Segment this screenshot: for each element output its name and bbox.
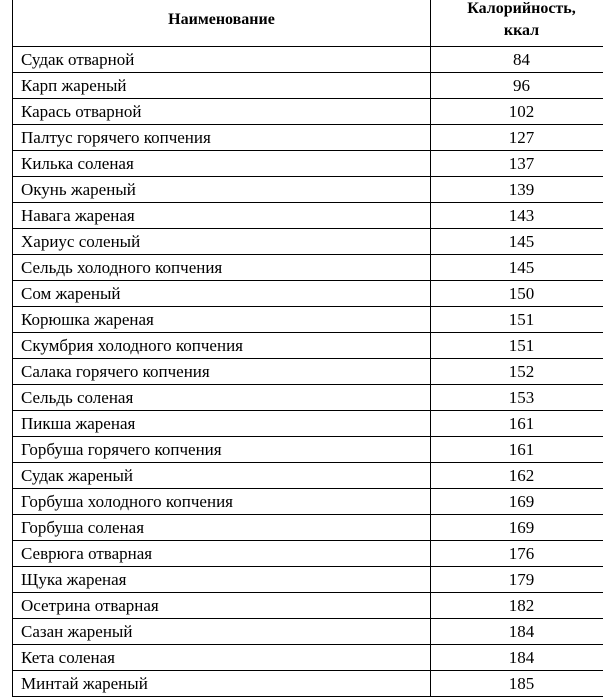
food-name-cell: Навага жареная	[13, 203, 431, 229]
food-name-cell: Судак отварной	[13, 47, 431, 73]
food-name-cell: Щука жареная	[13, 567, 431, 593]
calories-cell: 139	[431, 177, 603, 203]
calories-cell: 169	[431, 489, 603, 515]
food-name-cell: Окунь жареный	[13, 177, 431, 203]
table-row	[13, 463, 603, 489]
food-name-cell: Севрюга отварная	[13, 541, 431, 567]
food-name-cell: Карась отварной	[13, 99, 431, 125]
table-row	[13, 411, 603, 437]
table-row	[13, 515, 603, 541]
calories-cell: 96	[431, 73, 603, 99]
calories-cell: 169	[431, 515, 603, 541]
calories-cell: 143	[431, 203, 603, 229]
food-name-cell: Горбуша горячего копчения	[13, 437, 431, 463]
food-name-cell: Корюшка жареная	[13, 307, 431, 333]
table-row	[13, 125, 603, 151]
table-row	[13, 567, 603, 593]
food-name-cell: Сазан жареный	[13, 619, 431, 645]
table-row	[13, 229, 603, 255]
header-name: Наименование	[13, 0, 431, 47]
calories-cell: 102	[431, 99, 603, 125]
calories-cell: 84	[431, 47, 603, 73]
table-row	[13, 255, 603, 281]
table-row	[13, 541, 603, 567]
calories-cell: 137	[431, 151, 603, 177]
table-row	[13, 177, 603, 203]
calories-cell: 185	[431, 671, 603, 697]
calories-cell: 182	[431, 593, 603, 619]
calorie-table	[12, 0, 603, 697]
calories-cell: 162	[431, 463, 603, 489]
table-row	[13, 359, 603, 385]
calories-cell: 145	[431, 229, 603, 255]
calories-cell: 161	[431, 411, 603, 437]
calories-cell: 127	[431, 125, 603, 151]
calories-cell: 176	[431, 541, 603, 567]
table-row	[13, 671, 603, 697]
food-name-cell: Карп жареный	[13, 73, 431, 99]
table-body	[13, 47, 603, 697]
table-row	[13, 645, 603, 671]
header-calories-line2: ккал	[437, 20, 603, 42]
table-header-row	[13, 0, 603, 47]
table-row	[13, 203, 603, 229]
header-calories	[431, 0, 603, 47]
calories-cell: 145	[431, 255, 603, 281]
table-row	[13, 333, 603, 359]
table-row	[13, 385, 603, 411]
table-row	[13, 489, 603, 515]
calories-cell: 150	[431, 281, 603, 307]
calories-cell: 179	[431, 567, 603, 593]
food-name-cell: Горбуша соленая	[13, 515, 431, 541]
food-name-cell: Судак жареный	[13, 463, 431, 489]
table-row	[13, 593, 603, 619]
header-calories-line1: Калорийность,	[437, 0, 603, 20]
calories-cell: 184	[431, 645, 603, 671]
food-name-cell: Кета соленая	[13, 645, 431, 671]
calorie-table-container	[12, 0, 603, 697]
food-name-cell: Сельдь холодного копчения	[13, 255, 431, 281]
food-name-cell: Сельдь соленая	[13, 385, 431, 411]
table-row	[13, 99, 603, 125]
calories-cell: 161	[431, 437, 603, 463]
food-name-cell: Сом жареный	[13, 281, 431, 307]
food-name-cell: Килька соленая	[13, 151, 431, 177]
food-name-cell: Хариус соленый	[13, 229, 431, 255]
food-name-cell: Пикша жареная	[13, 411, 431, 437]
calories-cell: 184	[431, 619, 603, 645]
calories-cell: 151	[431, 307, 603, 333]
food-name-cell: Салака горячего копчения	[13, 359, 431, 385]
calories-cell: 153	[431, 385, 603, 411]
table-row	[13, 619, 603, 645]
food-name-cell: Осетрина отварная	[13, 593, 431, 619]
table-row	[13, 47, 603, 73]
calories-cell: 151	[431, 333, 603, 359]
food-name-cell: Горбуша холодного копчения	[13, 489, 431, 515]
table-row	[13, 307, 603, 333]
table-row	[13, 73, 603, 99]
table-row	[13, 281, 603, 307]
food-name-cell: Минтай жареный	[13, 671, 431, 697]
food-name-cell: Палтус горячего копчения	[13, 125, 431, 151]
food-name-cell: Скумбрия холодного копчения	[13, 333, 431, 359]
table-row	[13, 437, 603, 463]
calories-cell: 152	[431, 359, 603, 385]
table-row	[13, 151, 603, 177]
